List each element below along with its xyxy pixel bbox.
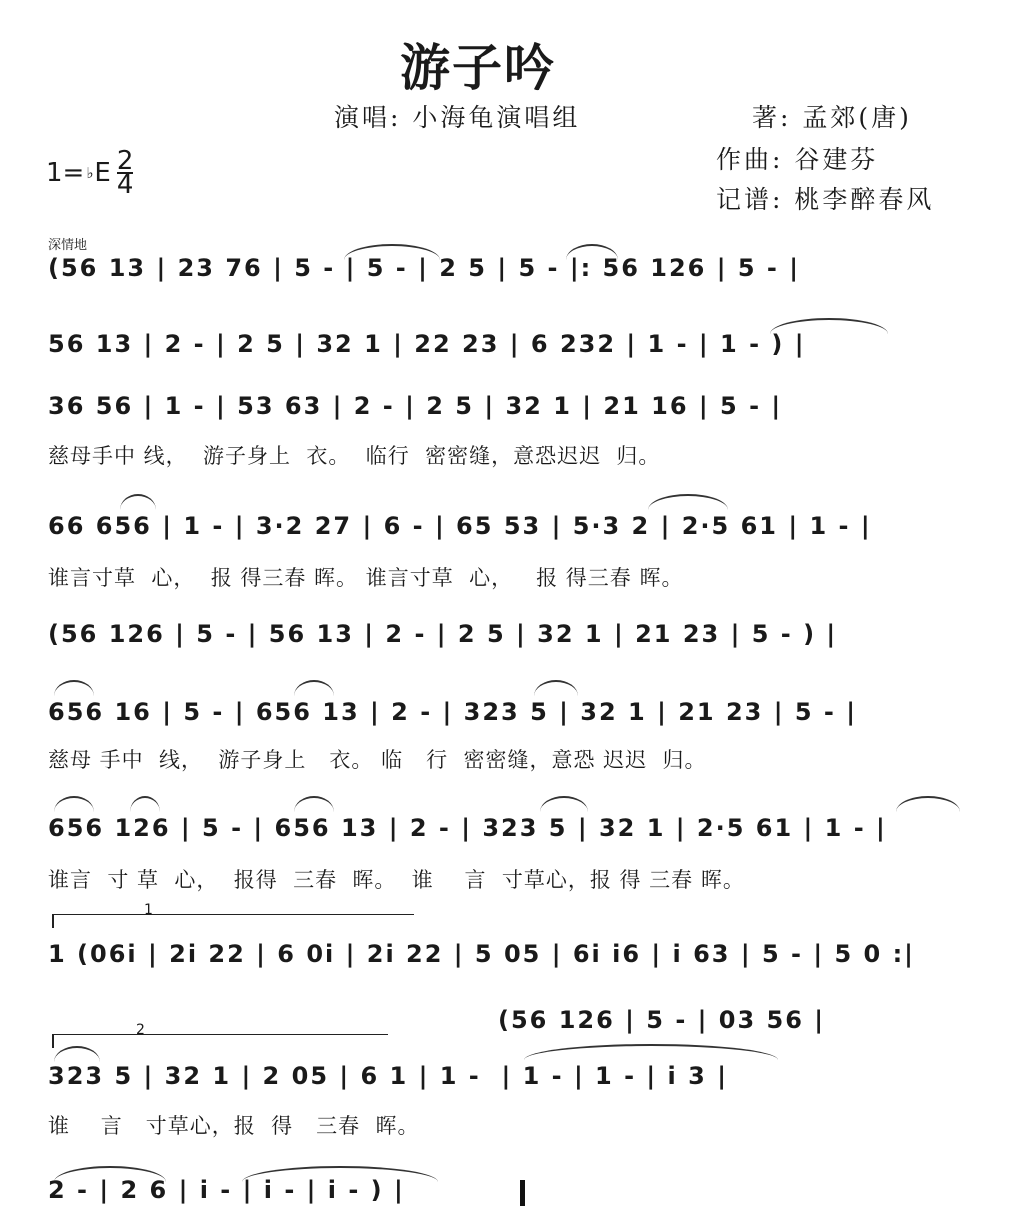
slur xyxy=(648,494,728,510)
lyric-line-7: 谁言 寸 草 心， 报得 三春 晖。 谁 言 寸草心，报 得 三春 晖。 xyxy=(48,868,745,892)
score-row-6: 656 16 | 5 - | 656 13 | 2 - | 323 5 | 32 1 | 21 23 | 5 - | xyxy=(48,698,857,726)
slur xyxy=(534,680,578,696)
slur xyxy=(540,796,588,812)
volta-bracket xyxy=(52,1034,388,1035)
slur xyxy=(54,680,94,696)
score-row-4: 66 656 | 1 - | 3·2 27 | 6 - | 65 53 | 5·3 2 | 2·5 61 | 1 - | xyxy=(48,512,872,540)
score-row-9-upper: (56 126 | 5 - | 03 56 | xyxy=(498,1006,826,1034)
author-credit: 著: 孟郊(唐) xyxy=(752,103,912,132)
slur xyxy=(54,796,94,812)
time-bottom: 4 xyxy=(116,170,134,200)
volta-number: 1 xyxy=(144,902,153,918)
lyric-line-6: 慈母 手中 线， 游子身上 衣。 临 行 密密缝，意恐 迟迟 归。 xyxy=(48,748,707,772)
score-row-5: (56 126 | 5 - | 56 13 | 2 - | 2 5 | 32 1 | 21 23 | 5 - ) | xyxy=(48,620,838,648)
score-row-7: 656 126 | 5 - | 656 13 | 2 - | 323 5 | 32 1 | 2·5 61 | 1 - | xyxy=(48,814,887,842)
time-signature xyxy=(116,146,134,200)
song-title: 游子吟 xyxy=(400,38,556,97)
slur xyxy=(294,796,334,812)
volta-bracket xyxy=(52,1034,54,1048)
composer-credit: 作曲: 谷建芬 xyxy=(716,145,879,174)
volta-bracket xyxy=(52,914,414,915)
key-note: E xyxy=(94,158,111,188)
score-row-8: 1 (06i | 2i 22 | 6 0i | 2i 22 | 5 05 | 6i i6 | i 63 | 5 - | 5 0 :| xyxy=(48,940,915,968)
score-row-2: 56 13 | 2 - | 2 5 | 32 1 | 22 23 | 6 232 | 1 - | 1 - ) | xyxy=(48,330,806,358)
key-signature xyxy=(46,146,134,200)
singer-credit: 演唱: 小海龟演唱组 xyxy=(334,103,581,132)
slur xyxy=(896,796,960,812)
volta-number: 2 xyxy=(136,1022,145,1038)
expression-mark: 深情地 xyxy=(48,238,88,253)
slur xyxy=(130,796,160,812)
final-barline xyxy=(520,1180,525,1206)
score-row-9: 323 5 | 32 1 | 2 05 | 6 1 | 1 - | 1 - | 1 - | i 3 | xyxy=(48,1062,728,1090)
key-prefix: 1= xyxy=(46,158,85,188)
flat-icon: ♭ xyxy=(86,164,94,182)
slur xyxy=(294,680,334,696)
lyric-line-9: 谁 言 寸草心，报 得 三春 晖。 xyxy=(48,1114,420,1138)
lyric-line-4: 谁言寸草 心， 报 得三春 晖。 谁言寸草 心， 报 得三春 晖。 xyxy=(48,566,684,590)
slur xyxy=(524,1044,778,1060)
lyric-line-3: 慈母手中 线， 游子身上 衣。 临行 密密缝，意恐迟迟 归。 xyxy=(48,444,661,468)
score-row-3: 36 56 | 1 - | 53 63 | 2 - | 2 5 | 32 1 | 21 16 | 5 - | xyxy=(48,392,783,420)
slur xyxy=(54,1046,100,1062)
volta-bracket xyxy=(52,914,54,928)
transcriber-credit: 记谱: 桃李醉春风 xyxy=(716,185,935,214)
time-top: 2 xyxy=(116,146,134,176)
slur xyxy=(120,494,156,510)
score-row-1: (56 13 | 23 76 | 5 - | 5 - | 2 5 | 5 - |: 56 126 | 5 - | xyxy=(48,254,800,282)
score-row-10: 2 - | 2 6 | i - | i - | i - ) | xyxy=(48,1176,405,1204)
